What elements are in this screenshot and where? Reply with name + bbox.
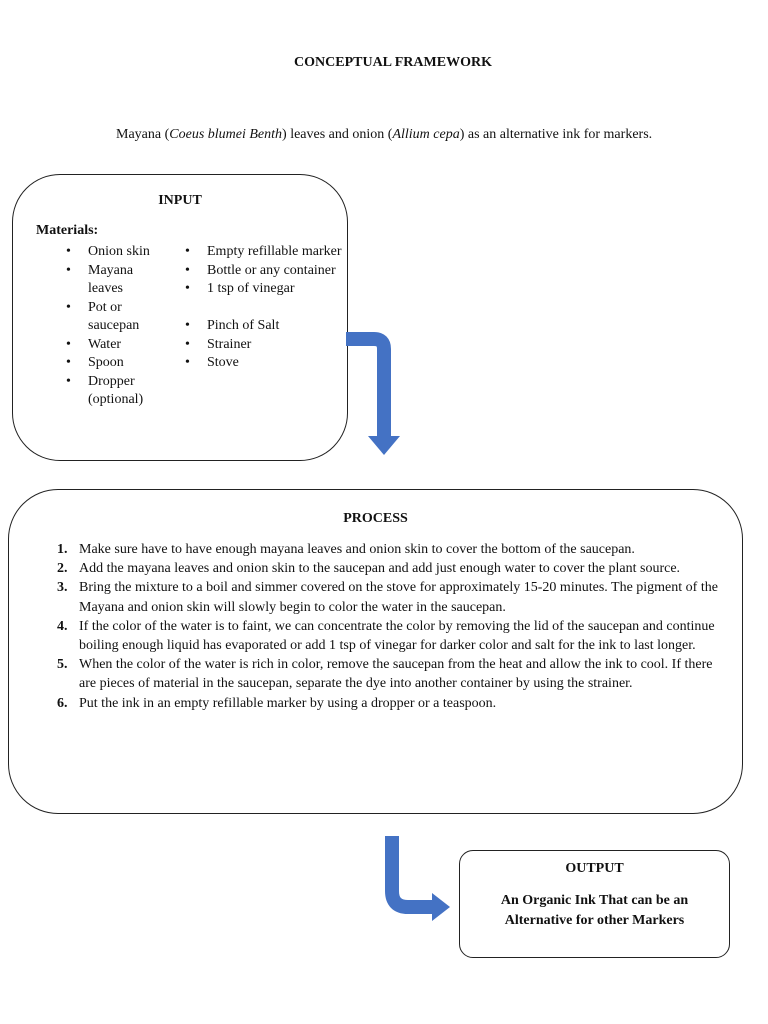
material-item: • Empty refillable marker [207,243,347,262]
material-item: • Pinch of Salt [207,317,347,336]
process-step [57,617,719,655]
process-step [57,559,719,578]
step-number: 2. [57,561,68,577]
step-text: Make sure have to have enough mayana leaves and onion skin to cover the bottom of the saucepan. [79,542,635,557]
framework-subtitle [116,127,652,143]
material-item: • Dropper (optional) [88,373,168,410]
bent-arrow-right-icon [380,836,460,931]
materials-list-left [88,243,168,410]
process-step [57,655,719,693]
output-line-1: An Organic Ink That can be an [500,893,689,908]
output-box [459,850,730,958]
materials-list-right [207,243,347,373]
output-line-2: Alternative for other Markers [504,913,685,928]
step-text: Bring the mixture to a boil and simmer covered on the stove for approximately 15-20 minutes. The pigment of the Mayana and onion skin will slowly begin to color the water in the saucepan. [79,580,718,615]
scientific-name-onion: Allium cepa [392,127,460,142]
subtitle-part-3: ) as an alternative ink for markers. [459,127,653,142]
material-item: • Stove [207,354,347,373]
subtitle-part-1: Mayana ( [116,127,170,142]
process-step [57,694,719,713]
output-description [470,891,719,931]
step-number: 1. [57,542,68,557]
page-title: CONCEPTUAL FRAMEWORK [294,55,492,70]
material-item: • Pot or saucepan [88,299,168,336]
step-text: When the color of the water is rich in color, remove the saucepan from the heat and allow the ink to cool. If there are pieces of material in the saucepan, separate the dye into another container by using the strainer. [79,657,713,692]
step-number: 4. [57,618,68,634]
process-step [57,578,719,616]
material-item: • Spoon [88,354,168,373]
subtitle-part-2: ) leaves and onion ( [282,127,393,142]
output-heading: OUTPUT [565,861,624,876]
step-number: 6. [57,695,68,711]
material-item: • 1 tsp of vinegar [207,280,347,299]
scientific-name-mayana: Coeus blumei Benth [169,127,283,142]
material-item: • Onion skin [88,243,168,262]
step-number: 5. [57,657,68,673]
step-text: If the color of the water is to faint, we can concentrate the color by removing the lid of the saucepan and continue boiling enough liquid has evaporated or add 1 tsp of vinegar for darker color and salt for the ink to last longer. [79,618,715,654]
step-text: Put the ink in an empty refillable marker by using a dropper or a teaspoon. [79,695,497,711]
input-box [12,174,348,461]
materials-label: Materials: [36,223,99,238]
step-number: 3. [57,580,68,596]
material-item: • Mayana leaves [88,262,168,299]
input-heading: INPUT [158,193,202,208]
material-item: • Strainer [207,336,347,355]
step-text: Add the mayana leaves and onion skin to the saucepan and add just enough water to cover the plant source. [79,561,681,577]
bent-arrow-down-icon [346,328,406,458]
process-heading: PROCESS [343,511,408,526]
process-step [57,540,719,559]
process-steps [57,540,719,713]
material-item: • Bottle or any container [207,262,347,281]
process-box [8,489,743,814]
material-item: • Water [88,336,168,355]
